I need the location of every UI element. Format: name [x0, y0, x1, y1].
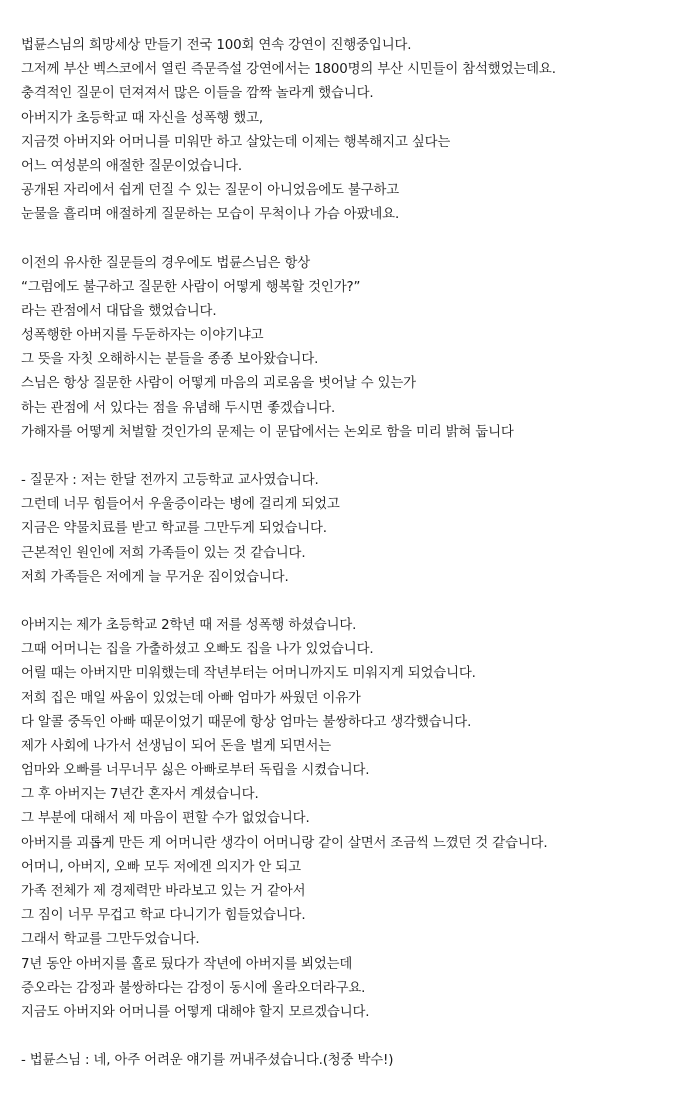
text-line: 그 부분에 대해서 제 마음이 편할 수가 없었습니다. [21, 811, 310, 827]
paragraph-intro [21, 34, 681, 228]
text-line: 저희 가족들은 저에게 늘 무거운 짐이었습니다. [21, 569, 289, 585]
text-line: 7년 동안 아버지를 홀로 뒀다가 작년에 아버지를 뵈었는데 [21, 956, 353, 972]
text-line: 어느 여성분의 애절한 질문이었습니다. [21, 158, 242, 174]
text-line: 엄마와 오빠를 너무너무 싫은 아빠로부터 독립을 시켰습니다. [21, 763, 370, 779]
text-line: 제가 사회에 나가서 선생님이 되어 돈을 벌게 되면서는 [21, 738, 332, 754]
text-line: - 법륜스님 : 네, 아주 어려운 얘기를 꺼내주셨습니다.(청중 박수!) [21, 1053, 394, 1069]
text-line: 라는 관점에서 대답을 했었습니다. [21, 303, 217, 319]
text-line: 그 짐이 너무 무겁고 학교 다니기가 힘들었습니다. [21, 908, 306, 924]
text-line: 공개된 자리에서 쉽게 던질 수 있는 질문이 아니었음에도 불구하고 [21, 183, 400, 199]
text-line: 그래서 학교를 그만두었습니다. [21, 932, 200, 948]
text-line: 성폭행한 아버지를 두둔하자는 이야기냐고 [21, 328, 264, 344]
text-line: 지금껏 아버지와 어머니를 미워만 하고 살았는데 이제는 행복해지고 싶다는 [21, 134, 451, 150]
text-line: 눈물을 흘리며 애절하게 질문하는 모습이 무척이나 가슴 아팠네요. [21, 207, 400, 223]
text-line: 그때 어머니는 집을 가출하셨고 오빠도 집을 나가 있었습니다. [21, 642, 374, 658]
text-line: 법륜스님의 희망세상 만들기 전국 100회 연속 강연이 진행중입니다. [21, 38, 412, 53]
text-line: 어릴 때는 아버지만 미워했는데 작년부터는 어머니까지도 미워지게 되었습니다. [21, 666, 476, 682]
paragraph-questioner-story [21, 614, 681, 1025]
text-line: 다 알콜 중독인 아빠 때문이었기 때문에 항상 엄마는 불쌍하다고 생각했습니다. [21, 714, 472, 730]
text-line: 증오라는 감정과 불쌍하다는 감정이 동시에 올라오더라구요. [21, 980, 366, 996]
text-line: 그저께 부산 벡스코에서 열린 즉문즉설 강연에서는 1800명의 부산 시민들이 참석했었는데요. [21, 62, 556, 78]
text-line: 그 뜻을 자칫 오해하시는 분들을 종종 보아왔습니다. [21, 352, 319, 368]
text-line: 스님은 항상 질문한 사람이 어떻게 마음의 괴로움을 벗어날 수 있는가 [21, 376, 416, 392]
text-line: 그런데 너무 힘들어서 우울증이라는 병에 걸리게 되었고 [21, 497, 340, 513]
text-line: 충격적인 질문이 던져져서 많은 이들을 깜짝 놀라게 했습니다. [21, 86, 374, 102]
paragraph-context [21, 252, 681, 446]
text-line: 그 후 아버지는 7년간 혼자서 계셨습니다. [21, 787, 259, 803]
text-line: 이전의 유사한 질문들의 경우에도 법륜스님은 항상 [21, 255, 311, 271]
text-line: - 질문자 : 저는 한달 전까지 고등학교 교사였습니다. [21, 473, 319, 488]
text-line: 하는 관점에 서 있다는 점을 유념해 두시면 좋겠습니다. [21, 400, 336, 416]
article-body [21, 34, 681, 1097]
text-line: 지금은 약물치료를 받고 학교를 그만두게 되었습니다. [21, 521, 327, 537]
text-line: 어머니, 아버지, 오빠 모두 저에겐 의지가 안 되고 [21, 859, 301, 875]
text-line: 아버지를 괴롭게 만든 게 어머니란 생각이 어머니랑 같이 살면서 조금씩 느꼈던 것 같습니다. [21, 835, 548, 851]
text-line: “그럼에도 불구하고 질문한 사람이 어떻게 행복할 것인가?” [21, 279, 361, 295]
text-line: 근본적인 원인에 저희 가족들이 있는 것 같습니다. [21, 545, 306, 561]
text-line: 아버지는 제가 초등학교 2학년 때 저를 성폭행 하셨습니다. [21, 617, 357, 633]
text-line: 지금도 아버지와 어머니를 어떻게 대해야 할지 모르겠습니다. [21, 1004, 370, 1020]
text-line: 가해자를 어떻게 처벌할 것인가의 문제는 이 문답에서는 논외로 함을 미리 밝혀 둡니다 [21, 424, 514, 440]
text-line: 아버지가 초등학교 때 자신을 성폭행 했고, [21, 110, 263, 126]
paragraph-questioner-intro [21, 469, 681, 590]
paragraph-monk-answer [21, 1049, 681, 1073]
text-line: 저희 집은 매일 싸움이 있었는데 아빠 엄마가 싸웠던 이유가 [21, 690, 361, 706]
text-line: 가족 전체가 제 경제력만 바라보고 있는 거 같아서 [21, 884, 306, 899]
